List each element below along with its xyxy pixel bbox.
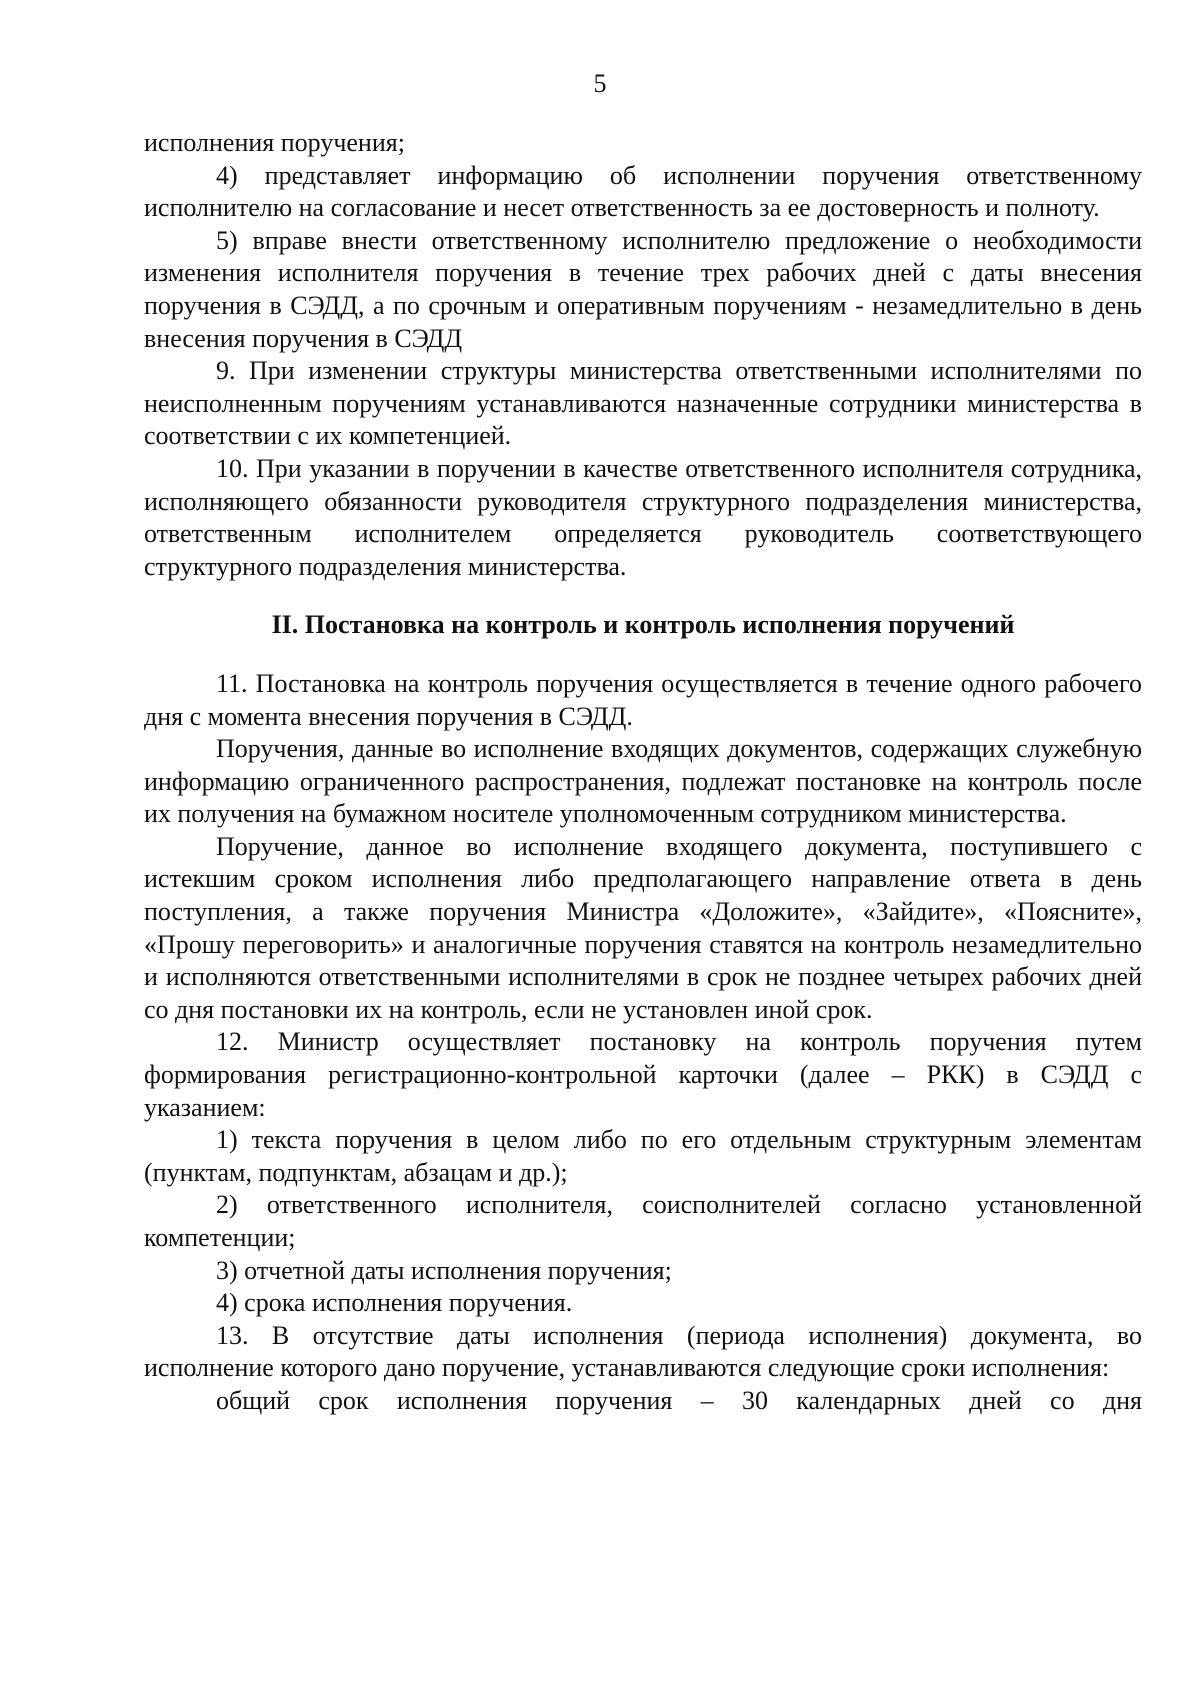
paragraph: 10. При указании в поручении в качестве ответственного исполнителя сотрудника, исполняющего обязанности руководителя структурного подразделения министерства, ответственным исполнителем определяется руководитель соответствующего структурного подразделения министерства. [144,453,1142,581]
paragraph: Поручения, данные во исполнение входящих документов, содержащих служебную информацию ограниченного распространения, подлежат постановке на контроль после их получения на бумажном носителе уполномоченным сотрудником министерства. [144,734,1142,829]
paragraph: 2) ответственного исполнителя, соисполнителей согласно установленной компетенции; [144,1190,1142,1252]
paragraph: 12. Министр осуществляет постановку на контроль поручения путем формирования регистрационно-контрольной карточки (далее – РКК) в СЭДД с указанием: [144,1027,1142,1122]
paragraph: 5) вправе внести ответственному исполнителю предложение о необходимости изменения исполнителя поручения в течение трех рабочих дней с даты внесения поручения в СЭДД, а по срочным и оперативным поручениям - незамедлительно в день внесения поручения в СЭДД [144,225,1142,353]
paragraph: 9. При изменении структуры министерства ответственными исполнителями по неисполненным поручениям устанавливаются назначенные сотрудники министерства в соответствии с их компетенцией. [144,356,1142,451]
section-heading: II. Постановка на контроль и контроль исполнения поручений [271,610,1015,640]
paragraph: 4) представляет информацию об исполнении поручения ответственному исполнителю на согласование и несет ответственность за ее достоверность и полноту. [144,160,1142,223]
paragraph: 13. В отсутствие даты исполнения (периода исполнения) документа, во исполнение которого дано поручение, устанавливаются следующие сроки исполнения: [144,1320,1142,1383]
paragraph: 3) отчетной даты исполнения поручения; [216,1255,672,1285]
page-number: 5 [593,69,607,98]
document-body [144,127,1142,1418]
paragraph: общий срок исполнения поручения – 30 календарных дней со дня [216,1385,1142,1415]
paragraph: 11. Постановка на контроль поручения осуществляется в течение одного рабочего дня с момента внесения поручения в СЭДД. [144,668,1142,731]
paragraph: Поручение, данное во исполнение входящего документа, поступившего с истекшим сроком исполнения либо предполагающего направление ответа в день поступления, а также поручения Министра «Доложите», «Зайдите», «Поясните», «Прошу переговорить» и аналогичные поручения ставятся на контроль незамедлительно и исполняются ответственными исполнителями в срок не позднее четырех рабочих дней со дня постановки их на контроль, если не установлен иной срок. [144,831,1142,1024]
paragraph: исполнения поручения; [144,128,405,157]
paragraph: 4) срока исполнения поручения. [216,1288,573,1318]
paragraph: 1) текста поручения в целом либо по его отдельным структурным элементам (пунктам, подпунктам, абзацам и др.); [144,1125,1142,1187]
